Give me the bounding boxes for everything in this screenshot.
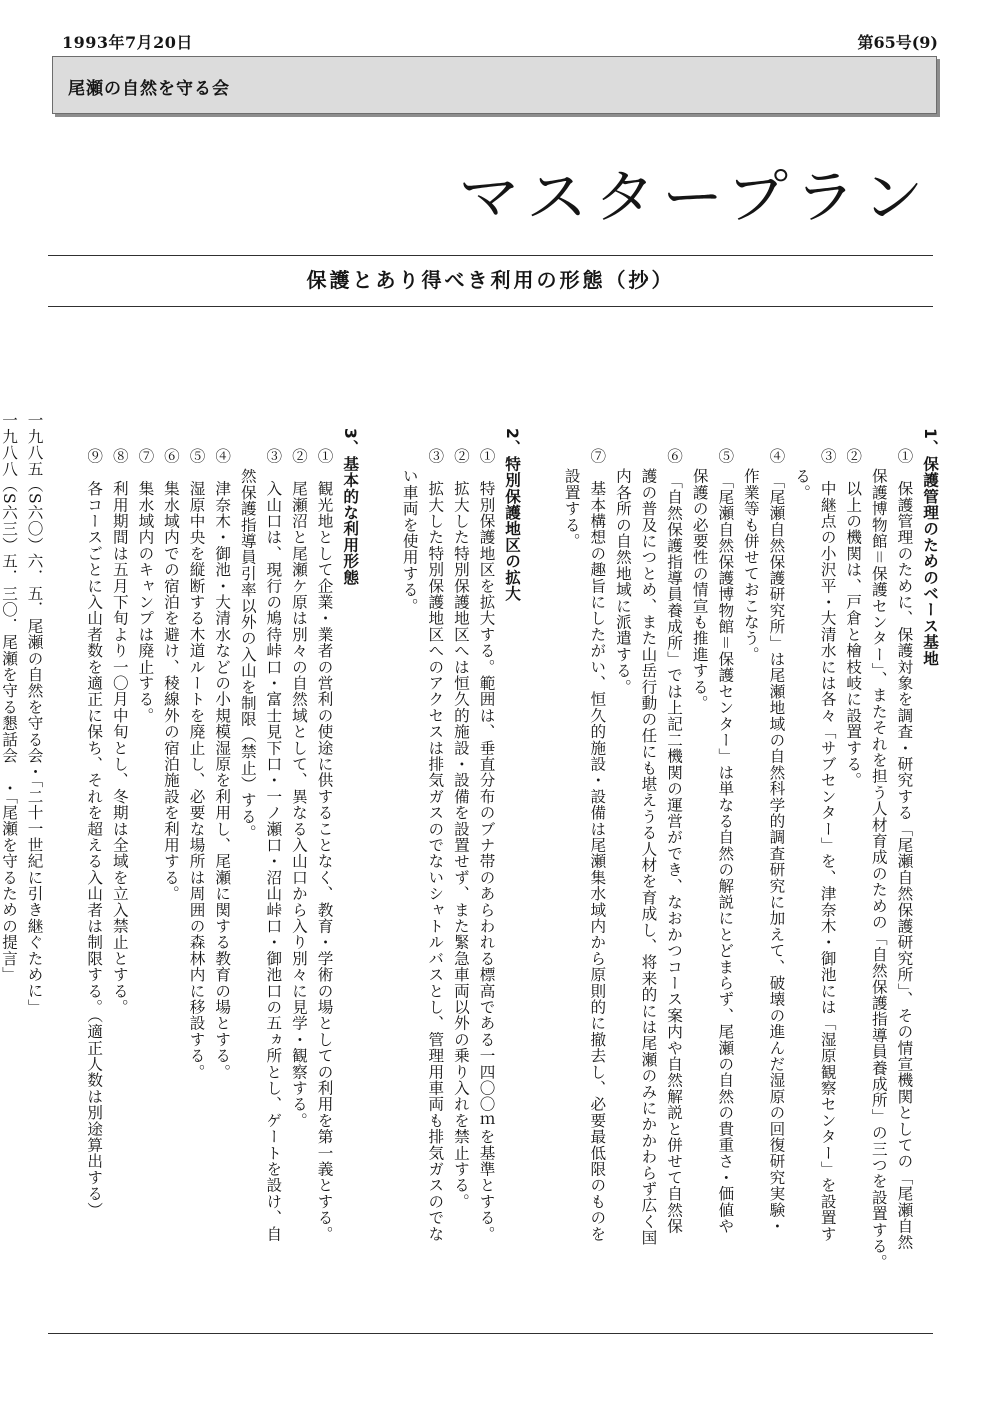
body-line: ⑤ 湿原中央を縦断する木道ルートを廃止し、必要な場所は周囲の森林内に移設する。 [187, 448, 206, 1080]
body-line: ⑥ 集水域内での宿泊を避け、稜線外の宿泊施設を利用する。 [161, 448, 180, 902]
body-line: ⑥ 「自然保護指導員養成所」では上記二機関の運営ができ、なおかつコース案内や自然解説と併せて自然保 [665, 448, 684, 1234]
body-line: ① 特別保護地区を拡大する。範囲は、垂直分布のブナ帯のあらわれる標高である一四〇〇ｍを基準とする。 [477, 448, 496, 1242]
body-line: い車両を使用する。 [400, 468, 419, 614]
vertical-body-text [0, 412, 942, 1312]
body-line: 保護博物館＝保護センター」、またそれを担う人材育成のための「自然保護指導員養成所」の三つを設置する。 [869, 468, 888, 1271]
body-line: ② 以上の機関は、戸倉と檜枝岐に設置する。 [844, 448, 863, 789]
divider-top [48, 255, 933, 256]
body-line: ⑧ 利用期間は五月下旬より一〇月中旬とし、冬期は全域を立入禁止とする。 [110, 448, 129, 1015]
body-line: ① 観光地として企業・業者の営利の使途に供することなく、教育・学術の場としての利用を第一義とする。 [315, 448, 334, 1242]
body-line: ③ 拡大した特別保護地区へのアクセスは排気ガスのでないシャトルバスとし、管理用車両も排気ガスのでな [426, 448, 445, 1242]
section-subtitle: 保護とあり得べき利用の形態（抄） [306, 268, 675, 292]
body-line: 作業等も併せておこなう。 [741, 468, 760, 663]
body-line: 護の普及につとめ、また山岳行動の任にも堪えうる人材を育成し、将来的には尾瀬のみにかかわらず広く国 [639, 468, 658, 1246]
body-line: 保護の必要性の情宣も推進する。 [690, 468, 709, 711]
divider-middle [48, 306, 933, 307]
source-line: 一九八八（S六三）五．三〇．尾瀬を守る懇話会 ・「尾瀬を守るための提言」 [0, 412, 18, 983]
body-line: る。 [793, 468, 812, 501]
body-line: ④ 「尾瀬自然保護研究所」は尾瀬地域の自然科学的調査研究に加えて、破壊の進んだ湿原の回復研究実験・ [767, 448, 786, 1234]
body-line: ③ 入山口は、現行の鳩待峠口・富士見下口・一ノ瀬口・沼山峠口・御池口の五ヵ所とし、ゲートを設け、自 [264, 448, 283, 1242]
body-line: ⑤ 「尾瀬自然保護博物館＝保護センター」は単なる自然の解説にとどまらず、尾瀬の自然の貴重さ・価値や [716, 448, 735, 1234]
organization-banner [52, 56, 937, 114]
body-line: ④ 津奈木・御池・大清水などの小規模湿原を利用し、尾瀬に関する教育の場とする。 [213, 448, 232, 1080]
body-line: 内各所の自然地域に派遣する。 [613, 468, 632, 695]
organization-name: 尾瀬の自然を守る会 [68, 79, 230, 99]
section-heading: 3、基本的な利用形態 [341, 428, 360, 586]
issue-date: 1993年7月20日 [62, 33, 193, 52]
section-gap [362, 412, 396, 1312]
body-line: ③ 中継点の小沢平・大清水には各々「サブセンター」を、津奈木・御池には「湿原観察センター」を設置す [818, 448, 837, 1242]
body-line: ⑨ 各コースごとに入山者数を適正に保ち、それを超える入山者は制限する。（適正人数は別途算出する） [85, 448, 104, 1218]
section-gap [524, 412, 558, 1312]
source-line: 一九八五（S六〇）六．五．尾瀬の自然を守る会・「二十一世紀に引き継ぐために」 [25, 412, 44, 1015]
divider-bottom [48, 1333, 933, 1334]
section-heading: 2、特別保護地区の拡大 [503, 428, 522, 602]
body-line: ⑦ 基本構想の趣旨にしたがい、恒久的施設・設備は尾瀬集水域内から原則的に撤去し、必要最低限のものを [588, 448, 607, 1242]
body-line: ⑦ 集水域内のキャンプは廃止する。 [136, 448, 155, 724]
page-title: マスタープラン [458, 163, 930, 231]
section-gap [47, 412, 81, 1312]
body-line: ① 保護管理のために、保護対象を調査・研究する「尾瀬自然保護研究所」、その情宣機関としての「尾瀬自然 [895, 448, 914, 1251]
body-line: ② 拡大した特別保護地区へは恒久的施設・設備を設置せず、また緊急車両以外の乗り入れを禁止する。 [451, 448, 470, 1210]
section-heading: 1、保護管理のためのベース基地 [921, 428, 939, 667]
issue-number: 第65号(9) [857, 33, 938, 52]
body-line: 然保護指導員引率以外の入山を制限（禁止）する。 [238, 468, 257, 841]
body-line: ② 尾瀬沼と尾瀬ケ原は別々の自然域として、異なる入山口から入り別々に見学・観察する。 [289, 448, 308, 1129]
body-line: 設置する。 [562, 468, 581, 549]
